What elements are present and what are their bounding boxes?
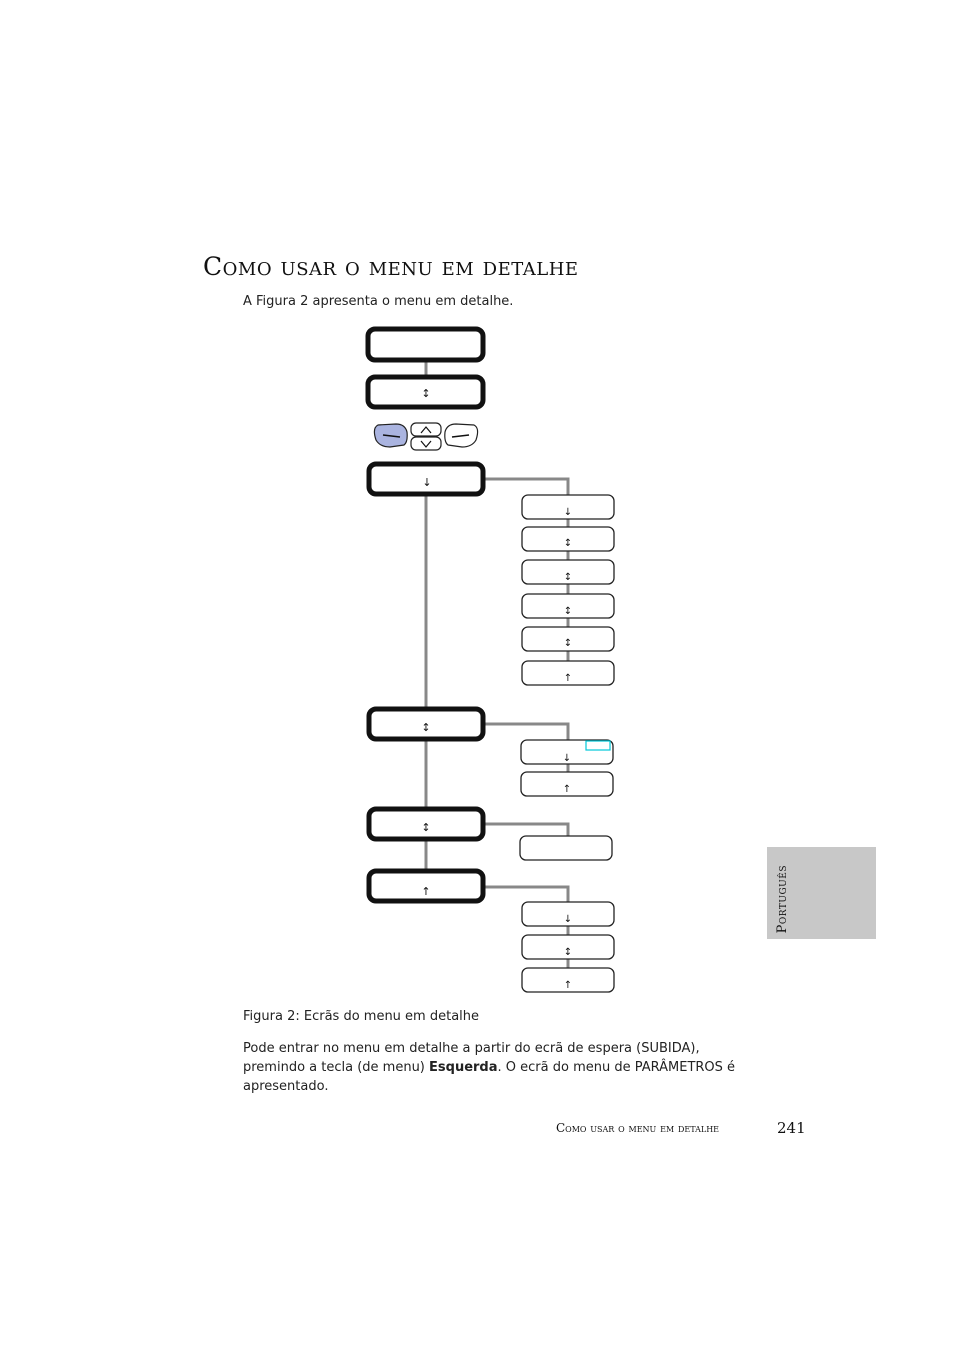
arrow-updown-icon: ↕: [421, 387, 431, 400]
main-screen-4: [369, 709, 483, 739]
page-title: Como usar o menu em detalhe: [203, 252, 579, 281]
arrow-up-icon: ↑: [563, 980, 573, 991]
arrow-updown-icon: ↕: [563, 606, 573, 617]
sub-screen-1-2: [522, 527, 614, 551]
arrow-up-icon: ↑: [562, 784, 572, 795]
body-text-part-1: Pode entrar no menu em detalhe a partir do ecrã de espera (SUBIDA), premindo a tecla (de menu): [243, 1041, 700, 1075]
main-screen-6: [369, 871, 483, 901]
sub-screen-2-1: [521, 740, 613, 764]
body-text-part-2: . O ecrã do menu de PARÂMETROS é apresentado.: [243, 1060, 736, 1094]
sub-screen-4-3: [522, 968, 614, 992]
main-screen-5: [369, 809, 483, 839]
up-key: [411, 423, 441, 436]
sub-screen-1-5: [522, 627, 614, 651]
arrow-down-icon: ↓: [562, 753, 572, 764]
language-tab: [767, 847, 876, 939]
arrow-down-icon: ↓: [422, 476, 432, 489]
body-text-bold-key: Esquerda: [429, 1060, 498, 1075]
sub-screen-2-2: [521, 772, 613, 796]
arrow-updown-icon: ↕: [563, 538, 573, 549]
down-key: [411, 437, 441, 450]
keypad: [374, 423, 477, 450]
figure-caption: Figura 2: Ecrãs do menu em detalhe: [243, 1009, 480, 1024]
sub-screen-1-4: [522, 594, 614, 618]
intro-text: A Figura 2 apresenta o menu em detalhe.: [243, 294, 514, 309]
arrow-down-icon: ↓: [563, 914, 573, 925]
sub-screen-3-1: [520, 836, 612, 860]
sub-screen-1-6: [522, 661, 614, 685]
sub-screen-1-1: [522, 495, 614, 519]
arrow-up-icon: ↑: [563, 673, 573, 684]
arrow-up-icon: ↑: [421, 885, 431, 898]
main-screen-1: [368, 329, 483, 360]
sub-screen-4-2: [522, 935, 614, 959]
language-tab-label: Português: [775, 864, 790, 933]
branch-line-3: [485, 824, 568, 836]
arrow-updown-icon: ↕: [563, 572, 573, 583]
body-paragraph: [243, 1039, 763, 1096]
sub-screen-4-1: [522, 902, 614, 926]
arrow-updown-icon: ↕: [421, 821, 431, 834]
main-screen-3: [369, 464, 483, 494]
footer-section-title: Como usar o menu em detalhe: [556, 1121, 720, 1135]
arrow-down-icon: ↓: [563, 507, 573, 518]
arrow-updown-icon: ↕: [563, 638, 573, 649]
sub-screen-1-3: [522, 560, 614, 584]
arrow-updown-icon: ↕: [563, 947, 573, 958]
main-screen-2: [368, 377, 483, 407]
arrow-updown-icon: ↕: [421, 721, 431, 734]
page-number: 241: [777, 1119, 806, 1137]
